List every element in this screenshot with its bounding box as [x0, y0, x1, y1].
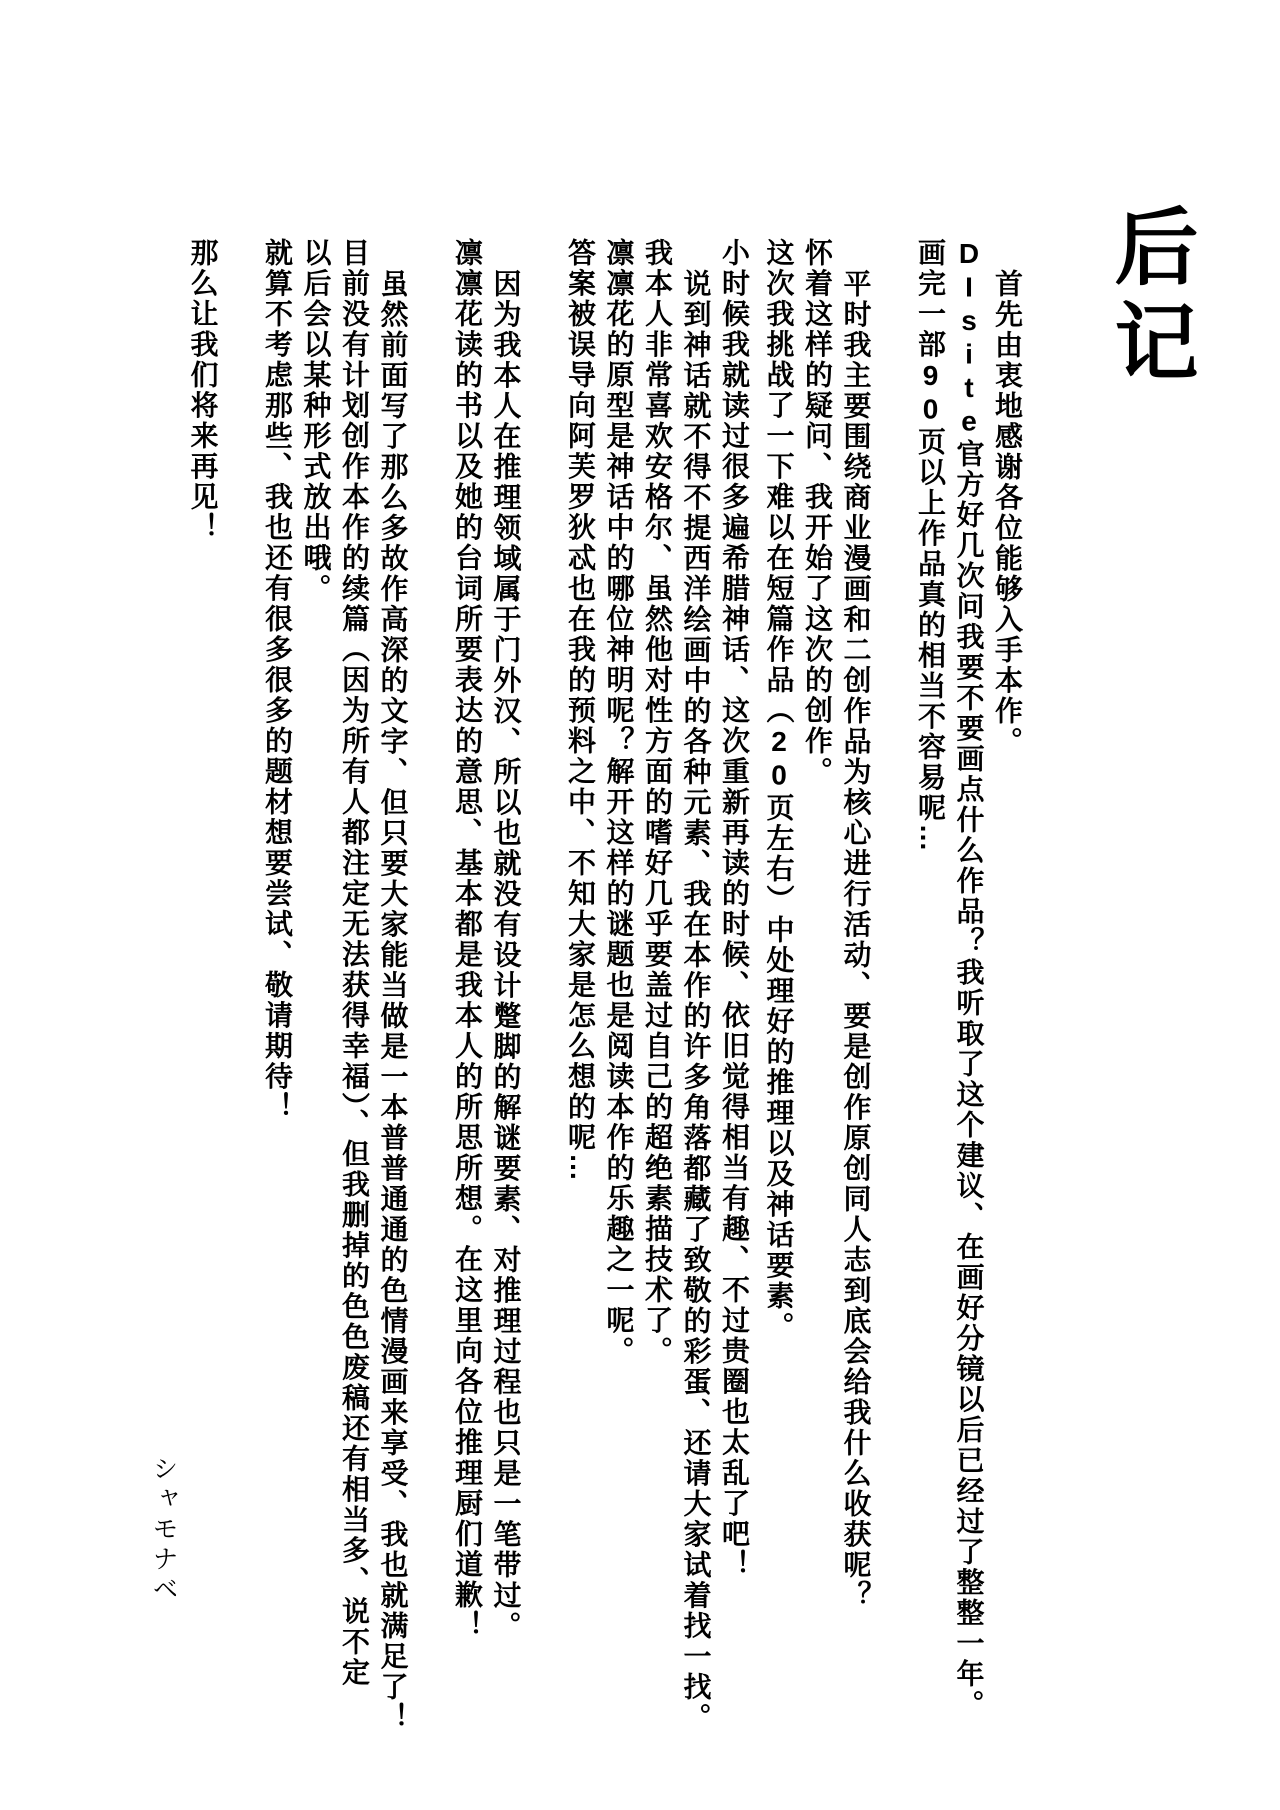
- text-column-7: 小时候我就读过很多遍希腊神话、这次重新再读的时候、依旧觉得相当有趣、不过贵圈也太乱了吧！: [719, 238, 750, 1580]
- text-column-13: 凛凛花读的书以及她的台词所要表达的意思、基本都是我本人的所思所想。在这里向各位推理厨们道歉！: [452, 238, 483, 1641]
- text-column-1: 首先由衷地感谢各位能够入手本作。: [992, 268, 1023, 757]
- text-column-2: DIsite官方好几次问我要不要画点什么作品？我听取了这个建议、在画好分镜以后已经过了整整一年。: [953, 238, 985, 1720]
- text-column-16: 以后会以某种形式放出哦。: [300, 238, 332, 604]
- page-title: 后记: [1103, 203, 1197, 393]
- text-column-15: 目前没有计划创作本作的续篇（因为所有人都注定无法获得幸福）、但我删掉的色色废稿还有相当多、说不定: [339, 238, 370, 1688]
- upright-latin-run: DIsite: [953, 238, 985, 439]
- text-column-17: 就算不考虑那些、我也还有很多很多的题材想要尝试、敬请期待！: [262, 238, 293, 1123]
- text-column-18: 那么让我们将来再见！: [187, 238, 219, 543]
- afterword-text-block: [183, 238, 1026, 1768]
- text-column-6: 这次我挑战了一下难以在短篇作品（20页左右）中处理好的推理以及神话要素。: [763, 238, 795, 1342]
- text-column-10: 凛凛花的原型是神话中的哪位神明呢？解开这样的谜题也是阅读本作的乐趣之一呢。: [603, 238, 635, 1367]
- upright-latin-run: 90: [915, 360, 946, 427]
- upright-latin-run: 20: [763, 726, 795, 793]
- text-column-5: 怀着这样的疑问、我开始了这次的创作。: [802, 238, 833, 787]
- artist-signature: シャモナベ: [149, 1455, 178, 1605]
- text-column-3: 画完一部90页以上作品真的相当不容易呢…: [915, 238, 946, 854]
- text-column-12: 因为我本人在推理领域属于门外汉、所以也就没有设计蹩脚的解谜要素、对推理过程也只是一笔带过。: [490, 268, 522, 1641]
- text-column-9: 我本人非常喜欢安格尔、虽然他对性方面的嗜好几乎要盖过自己的超绝素描技术了。: [642, 238, 673, 1367]
- text-column-4: 平时我主要围绕商业漫画和二创作品为核心进行活动、要是创作原创同人志到底会给我什么收获呢？: [840, 268, 872, 1611]
- text-column-11: 答案被误导向阿芙罗狄忒也在我的预料之中、不知大家是怎么想的呢…: [565, 238, 596, 1184]
- text-column-8: 说到神话就不得不提西洋绘画中的各种元素、我在本作的许多角落都藏了致敬的彩蛋、还请大家试着找一找。: [680, 268, 712, 1733]
- text-column-14: 虽然前面写了那么多故作高深的文字、但只要大家能当做是一本普普通通的色情漫画来享受、我也就满足了！: [377, 268, 409, 1733]
